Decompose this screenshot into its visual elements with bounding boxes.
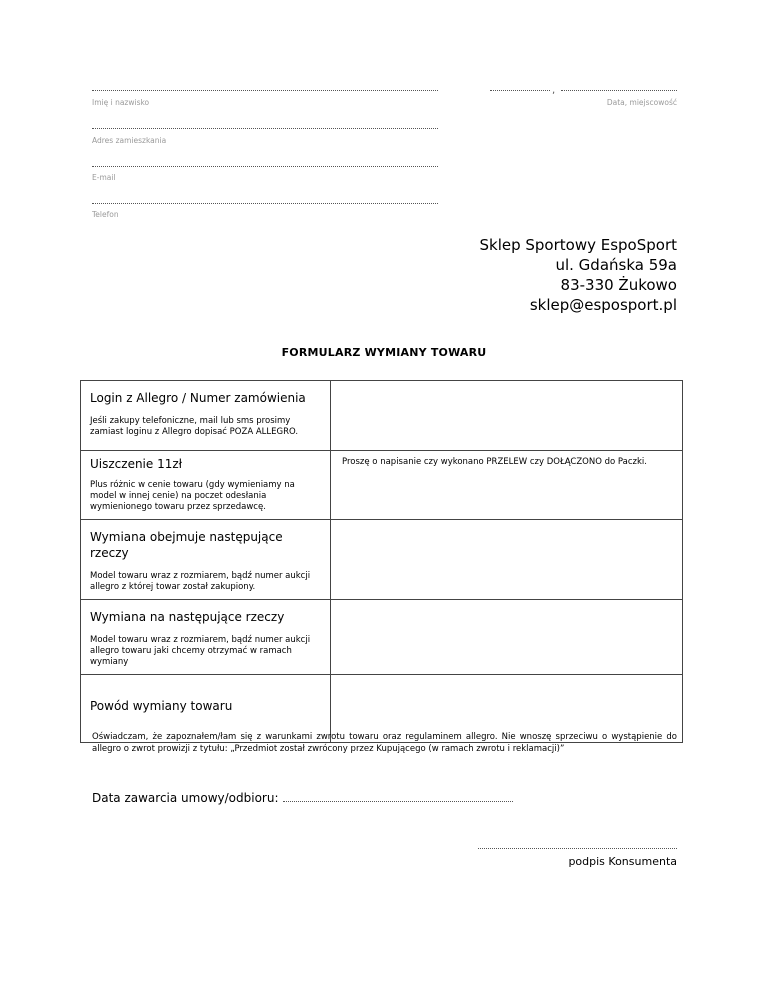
shop-street: ul. Gdańska 59a (555, 256, 677, 274)
exchange-items-input-cell[interactable] (331, 520, 683, 600)
shop-address (479, 235, 677, 315)
name-caption: Imię i nazwisko (92, 98, 150, 107)
replacement-items-label: Wymiana na następujące rzeczy (90, 610, 285, 624)
email-line[interactable] (92, 166, 438, 167)
form-title: FORMULARZ WYMIANY TOWARU (281, 346, 487, 359)
table-row (81, 520, 683, 600)
exchange-items-description: Model towaru wraz z rozmiarem, bądź numer aukcji allegro z której towar został zakupiony. (90, 571, 311, 592)
payment-label: Uiszczenie 11zł (90, 457, 183, 471)
name-line[interactable] (92, 90, 438, 91)
payment-description: Plus różnic w cenie towaru (gdy wymieniamy na model w innej cenie) na poczet odesłania wymienionego towaru przez sprzedawcę. (90, 480, 295, 512)
shop-email: sklep@esposport.pl (529, 296, 677, 314)
payment-input-cell[interactable] (331, 451, 683, 520)
row-label-cell (81, 451, 331, 520)
replacement-items-description: Model towaru wraz z rozmiarem, bądź numer aukcji allegro towaru jaki chcemy otrzymać w ramach wymiany (90, 635, 311, 667)
reason-label: Powód wymiany towaru (90, 698, 233, 713)
address-line[interactable] (92, 128, 438, 129)
date-line[interactable] (490, 90, 550, 91)
replacement-items-input-cell[interactable] (331, 600, 683, 675)
row-label-cell (81, 381, 331, 451)
phone-caption: Telefon (92, 210, 119, 219)
shop-city: 83-330 Żukowo (560, 276, 677, 294)
login-input-cell[interactable] (331, 381, 683, 451)
place-line[interactable] (561, 90, 677, 91)
signature-line[interactable] (478, 848, 677, 849)
table-row (81, 600, 683, 675)
row-label-cell (81, 600, 331, 675)
table-row (81, 381, 683, 451)
exchange-items-label: Wymiana obejmuje następujące rzeczy (90, 530, 283, 560)
email-caption: E-mail (92, 173, 116, 182)
payment-note: Proszę o napisanie czy wykonano PRZELEW czy DOŁĄCZONO do Paczki. (342, 457, 647, 467)
address-caption: Adres zamieszkania (92, 136, 167, 145)
declaration-text: Oświadczam, że zapoznałem/łam się z warunkami zwrotu towaru oraz regulaminem allegro. Nie wnoszę sprzeciwu o wystąpienie do allegro o zwrot prowizji z tytułu: „Przedmiot został zwrócony przez Kupującego (w ramach zwrotu i reklamacji)” (92, 732, 677, 754)
signature-caption: podpis Konsumenta (568, 855, 677, 868)
contract-date-label: Data zawarcia umowy/odbioru: (92, 791, 279, 805)
row-label-cell (81, 520, 331, 600)
exchange-form-table (80, 380, 683, 743)
shop-name: Sklep Sportowy EspoSport (479, 236, 677, 254)
date-place-separator: , (552, 85, 556, 96)
table-row (81, 451, 683, 520)
login-label: Login z Allegro / Numer zamówienia (90, 391, 306, 405)
contract-date-line[interactable] (283, 801, 513, 802)
login-description: Jeśli zakupy telefoniczne, mail lub sms prosimy zamiast loginu z Allegro dopisać POZA ALLEGRO. (90, 416, 299, 437)
date-place-caption: Data, miejscowość (606, 98, 677, 107)
phone-line[interactable] (92, 203, 438, 204)
contract-date (92, 791, 513, 805)
